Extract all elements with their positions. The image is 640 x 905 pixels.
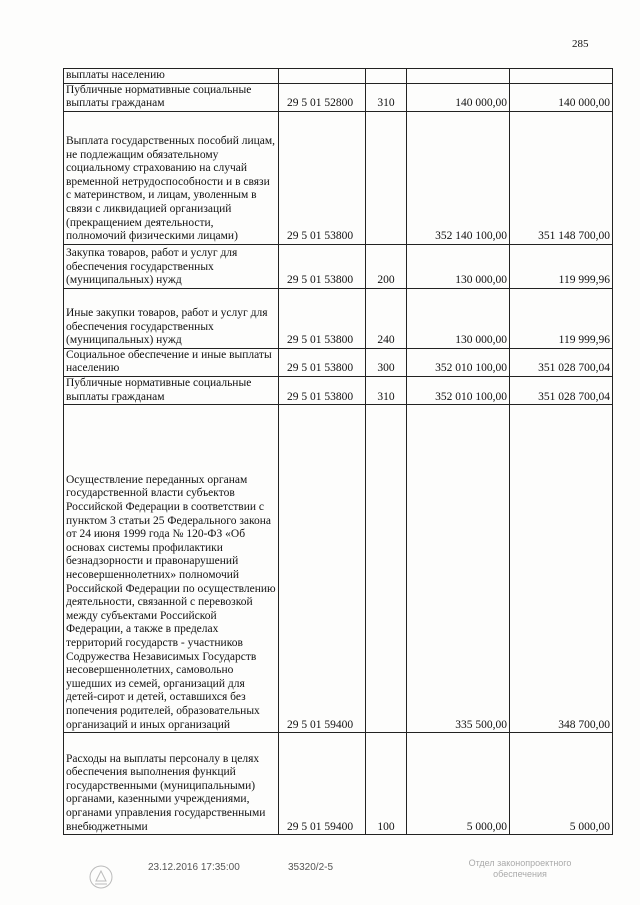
budget-table xyxy=(63,68,613,835)
table-row xyxy=(64,111,613,244)
row-amount-actual: 5 000,00 xyxy=(510,733,613,835)
row-amount-planned: 130 000,00 xyxy=(407,244,510,288)
row-code: 29 5 01 52800 xyxy=(279,83,366,111)
footer xyxy=(0,858,640,898)
row-expense-type: 100 xyxy=(366,733,407,835)
row-code: 29 5 01 53800 xyxy=(279,348,366,376)
row-amount-actual xyxy=(510,69,613,84)
footer-doc-id: 35320/2-5 xyxy=(288,862,334,873)
row-expense-type xyxy=(366,69,407,84)
row-description: Расходы на выплаты персоналу в целях обеспечения выполнения функций государственными (муниципальными) органами, казенными учреждениями, органами управления государственными внебюджетными xyxy=(64,733,279,835)
row-expense-type: 240 xyxy=(366,288,407,348)
row-expense-type: 310 xyxy=(366,376,407,404)
row-amount-actual: 351 028 700,04 xyxy=(510,376,613,404)
row-amount-actual: 140 000,00 xyxy=(510,83,613,111)
table-row xyxy=(64,83,613,111)
faded-stamp-line1: Отдел законопроектного xyxy=(468,858,572,868)
row-description: Закупка товаров, работ и услуг для обеспечения государственных (муниципальных) нужд xyxy=(64,244,279,288)
row-expense-type: 310 xyxy=(366,83,407,111)
row-amount-actual: 348 700,00 xyxy=(510,405,613,733)
row-description: Иные закупки товаров, работ и услуг для обеспечения государственных (муниципальных) нужд xyxy=(64,288,279,348)
row-description: Выплата государственных пособий лицам, не подлежащим обязательному социальному страхованию на случай временной нетрудоспособности и в связи с материнством, и лицам, уволенным в связи с ликвидацией организаций (прекращением деятельности, полномочий физическими лицами) xyxy=(64,111,279,244)
row-description: выплаты населению xyxy=(64,69,279,84)
table-row xyxy=(64,733,613,835)
row-expense-type xyxy=(366,111,407,244)
row-description: Публичные нормативные социальные выплаты гражданам xyxy=(64,376,279,404)
row-amount-planned: 140 000,00 xyxy=(407,83,510,111)
faded-stamp xyxy=(450,858,590,880)
table-row xyxy=(64,288,613,348)
row-code: 29 5 01 59400 xyxy=(279,733,366,835)
page-number: 285 xyxy=(572,38,589,50)
row-amount-actual: 351 148 700,00 xyxy=(510,111,613,244)
row-amount-planned: 335 500,00 xyxy=(407,405,510,733)
row-code: 29 5 01 53800 xyxy=(279,288,366,348)
table-row xyxy=(64,244,613,288)
row-amount-actual: 119 999,96 xyxy=(510,288,613,348)
emblem-icon xyxy=(88,864,114,890)
row-code: 29 5 01 59400 xyxy=(279,405,366,733)
row-amount-actual: 119 999,96 xyxy=(510,244,613,288)
row-code: 29 5 01 53800 xyxy=(279,244,366,288)
row-expense-type: 200 xyxy=(366,244,407,288)
row-code: 29 5 01 53800 xyxy=(279,111,366,244)
table-row xyxy=(64,376,613,404)
row-amount-planned: 5 000,00 xyxy=(407,733,510,835)
row-amount-planned: 352 010 100,00 xyxy=(407,348,510,376)
table-row xyxy=(64,348,613,376)
row-amount-planned: 352 140 100,00 xyxy=(407,111,510,244)
row-amount-planned: 130 000,00 xyxy=(407,288,510,348)
row-expense-type xyxy=(366,405,407,733)
row-expense-type: 300 xyxy=(366,348,407,376)
row-amount-planned: 352 010 100,00 xyxy=(407,376,510,404)
row-code: 29 5 01 53800 xyxy=(279,376,366,404)
row-amount-actual: 351 028 700,04 xyxy=(510,348,613,376)
table-row xyxy=(64,405,613,733)
row-description: Осуществление переданных органам государственной власти субъектов Российской Федерации в соответствии с пунктом 3 статьи 25 Федерального закона от 24 июня 1999 года № 120-ФЗ «Об основах системы профилактики безнадзорности и правонарушений несовершеннолетних» полномочий Российской Федерации по осуществлению деятельности, связанной с перевозкой между субъектами Российской Федерации, а также в пределах территорий государств - участников Содружества Независимых Государств несовершеннолетних, самовольно ушедших из семей, организаций для детей-сирот и детей, оставшихся без попечения родителей, образовательных организаций и иных организаций xyxy=(64,405,279,733)
row-code xyxy=(279,69,366,84)
faded-stamp-line2: обеспечения xyxy=(493,869,547,879)
row-description: Публичные нормативные социальные выплаты гражданам xyxy=(64,83,279,111)
row-amount-planned xyxy=(407,69,510,84)
table-row xyxy=(64,69,613,84)
row-description: Социальное обеспечение и иные выплаты населению xyxy=(64,348,279,376)
footer-date: 23.12.2016 17:35:00 xyxy=(148,862,240,873)
